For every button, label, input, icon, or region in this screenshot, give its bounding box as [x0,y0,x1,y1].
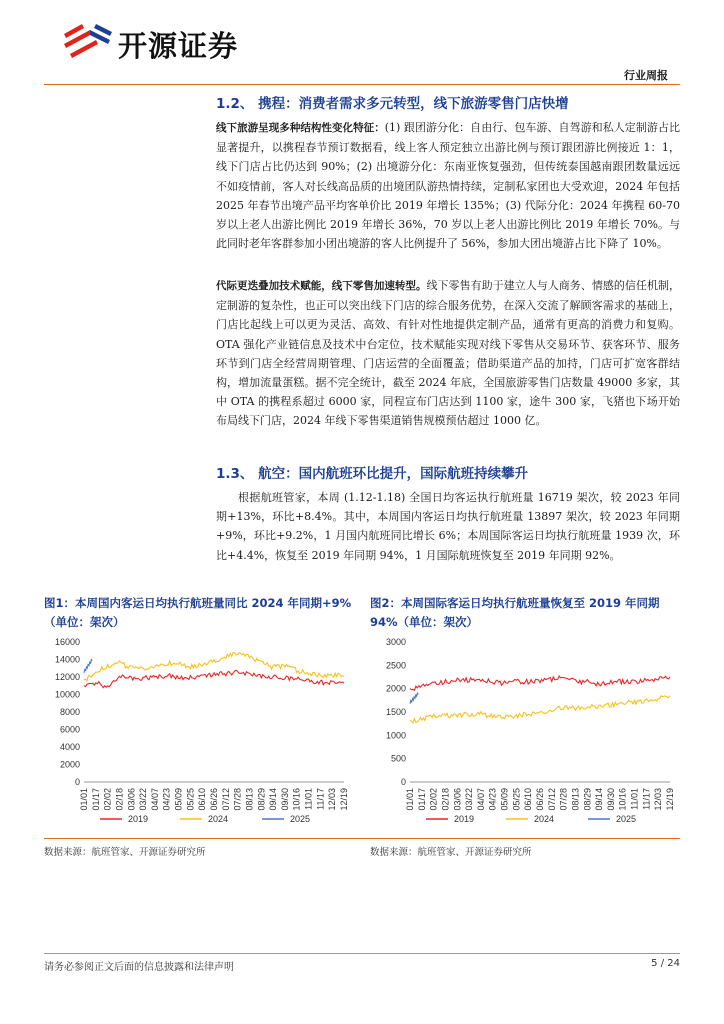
para2-lead: 代际更迭叠加技术赋能，线下零售加速转型。 [216,280,427,292]
x-tick-label: 04/07 [475,788,486,811]
x-tick-label: 01/17 [90,788,101,811]
header-divider [44,84,680,85]
x-tick-label: 05/25 [185,788,196,811]
y-tick-label: 8000 [59,707,80,717]
x-tick-label: 02/18 [440,788,451,811]
series-line-2024 [84,653,344,681]
x-tick-label: 06/10 [523,788,534,811]
x-tick-label: 03/22 [138,788,149,811]
figure1-source: 数据来源：航班管家、开源证券研究所 [44,847,206,858]
x-tick-label: 07/12 [546,788,557,811]
x-tick-label: 07/28 [558,788,569,811]
legend-label: 2024 [208,814,229,824]
series-line-2025 [84,660,92,673]
legend-label: 2025 [290,814,311,824]
series-line-2019 [410,676,670,690]
section-1-3-para: 根据航班管家，本周 (1.12-1.18) 全国日均客运执行航班量 16719 架次，较 2023 年同期+13%，环比+8.4%。其中，本周国内客运日均执行航班量 13897 架次，较 2023 年同期+9%，环比+9.2%，1 月国内航班同比增长 6%；本周国际客运日均执行航班量 1939 次，环比+4.4%，恢复至 2019 年同期 94%，1 月国际航班恢复至 2019 年同期 92%。 [216,491,680,562]
y-tick-label: 1500 [385,707,406,717]
x-tick-label: 05/09 [499,788,510,811]
legend-label: 2019 [454,814,475,824]
brand-name: 开源证券 [118,29,239,63]
y-tick-label: 16000 [54,637,80,647]
page-number: 5 / 24 [651,958,680,969]
y-tick-label: 10000 [54,689,80,700]
x-tick-label: 08/13 [570,788,581,811]
x-tick-label: 01/01 [79,788,89,811]
figure1-title: 图1：本周国内客运日均执行航班量同比 2024 年同期+9%（单位：架次） [44,596,352,629]
series-line-2024 [410,696,670,723]
y-tick-label: 0 [400,777,406,787]
x-tick-label: 02/02 [428,788,439,811]
chart-domestic-flights [44,634,356,830]
y-tick-label: 2000 [385,683,406,694]
section-1-2-para1 [216,118,680,253]
x-tick-label: 07/12 [220,788,231,811]
legend-label: 2024 [534,814,555,824]
y-tick-label: 12000 [54,672,80,682]
footer-divider [44,953,680,954]
y-tick-label: 0 [74,777,80,787]
x-tick-label: 09/30 [605,788,616,811]
x-tick-label: 06/10 [197,788,208,811]
x-tick-label: 12/03 [327,788,338,811]
figure2-source: 数据来源：航班管家、开源证券研究所 [370,847,532,858]
y-tick-label: 2500 [385,660,406,671]
para2-body: 线下零售有助于建立人与人商务、情感的信任机制，定制游的复杂性，也正可以突出线下门店的综合服务优势，在深入交流了解顾客需求的基础上，门店比起线上可以更为灵活、高效、有针对性地提供定制产品，通常有更高的消费力和复购。OTA 强化产业链信息及技术中台定位，技术赋能实现对线下零售从交易环节、获客环节、服务环节到门店全经营周期管理、门店运营的全面覆盖；借助渠道产品的加持，门店可扩宽客群结构，增加流量蛋糕。据不完全统计，截至 2024 年底，全国旅游零售门店数量 49000 多家，其中 OTA 的携程系超过 6000 家，同程宣布门店达到 1100 家，途牛 300 家，飞猪也下场开始布局线下门店，2024 年线下零售渠道销售规模预估超过 1000 亿。 [216,279,681,428]
x-tick-label: 11/17 [315,788,326,810]
kaiyuan-logo-icon [60,20,114,60]
x-tick-label: 08/29 [256,788,267,811]
x-tick-label: 08/29 [582,788,593,811]
x-tick-label: 06/26 [209,788,219,811]
para1-body: (1) 跟团游分化：自由行、包车游、自驾游和私人定制游占比显著提升，以携程春节预订数据看，线上客人预定独立出游比例与预订跟团游比例接近 1：1，线下门店占比仍达到 90%；(2) 出境游分化：东南亚恢复强劲，但传统泰国越南跟团数量远远不如疫情前，客人对长线高品质的出境团队游热情持续，定制私家团也大受欢迎，2024 年包括 2025 年春节出境产品平均客单价比 2019 年增长 135%；(3) 代际分化：2024 年携程 60-70 岁以上老人出游比例比 2019 年增长 36%，70 岁以上老人出游比例比 2019 年增长 70%。与此同时老年客群参加小团出境游的客人比例提升了 56%，参加大团出境游占比下降了 10%。 [216,121,680,251]
x-tick-label: 12/19 [339,788,349,811]
x-tick-label: 09/14 [268,788,279,811]
figure-bottom-divider [44,838,680,839]
x-tick-label: 03/06 [452,788,463,811]
x-tick-label: 12/19 [665,788,675,811]
x-tick-label: 08/13 [244,788,255,811]
figure2-title: 图2：本周国际客运日均执行航班量恢复至 2019 年同期 94%（单位：架次） [370,596,660,629]
x-tick-label: 01/17 [416,788,427,811]
series-line-2025 [410,693,418,704]
x-tick-label: 01/01 [405,788,415,811]
para1-lead: 线下旅游呈现多种结构性变化特征： [216,122,385,134]
x-tick-label: 02/02 [102,788,113,811]
section-1-2-title: 1.2、 携程：消费者需求多元转型，线下旅游零售门店快增 [216,96,569,112]
y-tick-label: 4000 [59,742,80,752]
y-tick-label: 1000 [385,730,406,741]
x-tick-label: 04/23 [487,788,498,811]
x-tick-label: 11/01 [303,788,314,810]
x-tick-label: 03/22 [464,788,475,811]
x-tick-label: 09/30 [279,788,290,811]
x-tick-label: 04/07 [149,788,160,811]
x-tick-label: 03/06 [126,788,137,811]
y-tick-label: 14000 [54,654,80,665]
x-tick-label: 07/28 [232,788,243,811]
y-tick-label: 500 [390,753,406,764]
x-tick-label: 02/18 [114,788,125,811]
x-tick-label: 04/23 [161,788,172,811]
chart-international-flights [370,634,682,830]
x-tick-label: 05/09 [173,788,184,811]
x-tick-label: 05/25 [511,788,522,811]
report-type: 行业周报 [624,69,668,82]
x-tick-label: 10/16 [291,788,302,811]
section-1-3-title: 1.3、 航空：国内航班环比提升，国际航班持续攀升 [216,466,529,482]
section-1-2-para2 [216,276,680,431]
x-tick-label: 09/14 [594,788,605,811]
legend-label: 2025 [616,814,637,824]
footer-disclaimer: 请务必参阅正文后面的信息披露和法律声明 [44,962,234,973]
x-tick-label: 10/16 [617,788,628,811]
legend-label: 2019 [128,814,149,824]
y-tick-label: 6000 [59,724,80,735]
x-tick-label: 11/01 [629,788,640,810]
y-tick-label: 3000 [385,637,406,647]
x-tick-label: 12/03 [653,788,664,811]
y-tick-label: 2000 [59,759,80,770]
x-tick-label: 06/26 [535,788,545,811]
x-tick-label: 11/17 [641,788,652,810]
